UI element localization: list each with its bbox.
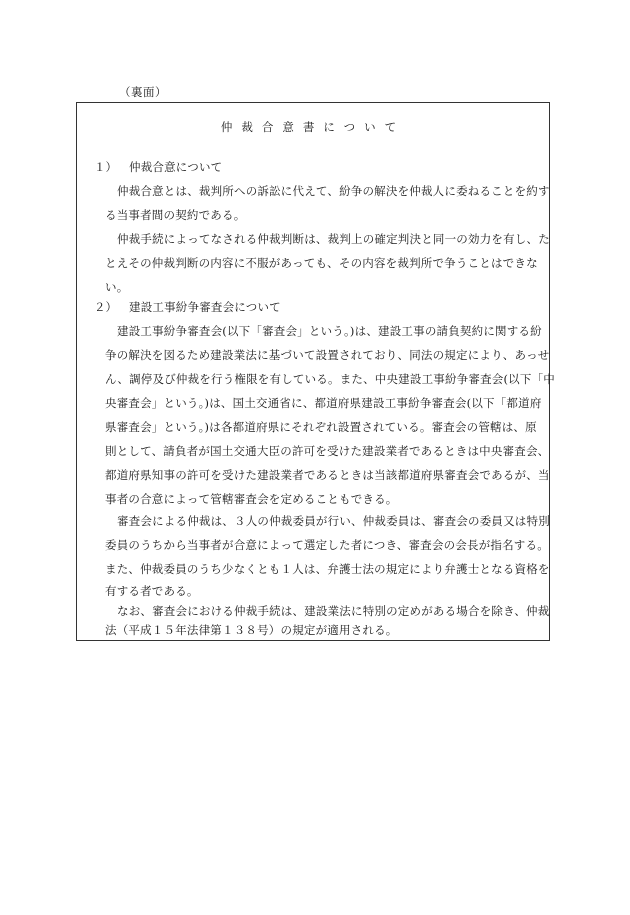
s2-p1-line4: 央審査会」という。)は、国土交通省に、都道府県建設工事紛争審査会(以下「都道府	[105, 396, 542, 410]
s2-p1-line1: 建設工事紛争審査会(以下「審査会」という。)は、建設工事の請負契約に関する紛	[117, 324, 542, 338]
s1-p2-line2: とえその仲裁判断の内容に不服があっても、その内容を裁判所で争うことはできな	[105, 256, 538, 270]
section-2-number: ２）	[94, 300, 117, 314]
s2-p1-line2: 争の解決を図るため建設業法に基づいて設置されており、同法の規定により、あっせ	[105, 348, 550, 362]
s1-p2-line3: い。	[105, 280, 129, 294]
s1-p1-line1: 仲裁合意とは、裁判所への訴訟に代えて、紛争の解決を仲裁人に委ねることを約す	[117, 184, 550, 198]
s2-p1-line8: 事者の合意によって管轄審査会を定めることもできる。	[105, 492, 398, 506]
s2-p3-line2: 法（平成１５年法律第１３８号）の規定が適用される。	[105, 623, 398, 637]
section-1-heading: 仲裁合意について	[129, 160, 223, 174]
side-label: （裏面）	[119, 85, 167, 99]
s2-p2-line4: 有する者である。	[105, 584, 199, 598]
s2-p3-line1: なお、審査会における仲裁手続は、建設業法に特別の定めがある場合を除き、仲裁	[117, 604, 550, 618]
s1-p1-line2: る当事者間の契約である。	[105, 208, 246, 222]
s2-p1-line7: 都道府県知事の許可を受けた建設業者であるときは当該都道府県審査会であるが、当	[105, 468, 550, 482]
s2-p2-line1: 審査会による仲裁は、３人の仲裁委員が行い、仲裁委員は、審査会の委員又は特別	[117, 514, 550, 528]
s2-p1-line6: 則として、請負者が国土交通大臣の許可を受けた建設業者であるときは中央審査会、	[105, 444, 550, 458]
document-title: 仲裁合意書について	[220, 120, 406, 134]
s2-p2-line3: また、仲裁委員のうち少なくとも１人は、弁護士法の規定により弁護士となる資格を	[105, 562, 550, 576]
s1-p2-line1: 仲裁手続によってなされる仲裁判断は、裁判上の確定判決と同一の効力を有し、た	[117, 232, 550, 246]
document-box	[76, 102, 555, 641]
section-1-number: １）	[94, 160, 117, 174]
s2-p1-line3: ん、調停及び仲裁を行う権限を有している。また、中央建設工事紛争審査会(以下「中	[105, 372, 555, 386]
section-2-heading: 建設工事紛争審査会について	[129, 300, 281, 314]
s2-p1-line5: 県審査会」という。)は各都道府県にそれぞれ設置されている。審査会の管轄は、原	[105, 420, 537, 434]
s2-p2-line2: 委員のうちから当事者が合意によって選定した者につき、審査会の会長が指名する。	[105, 538, 549, 552]
